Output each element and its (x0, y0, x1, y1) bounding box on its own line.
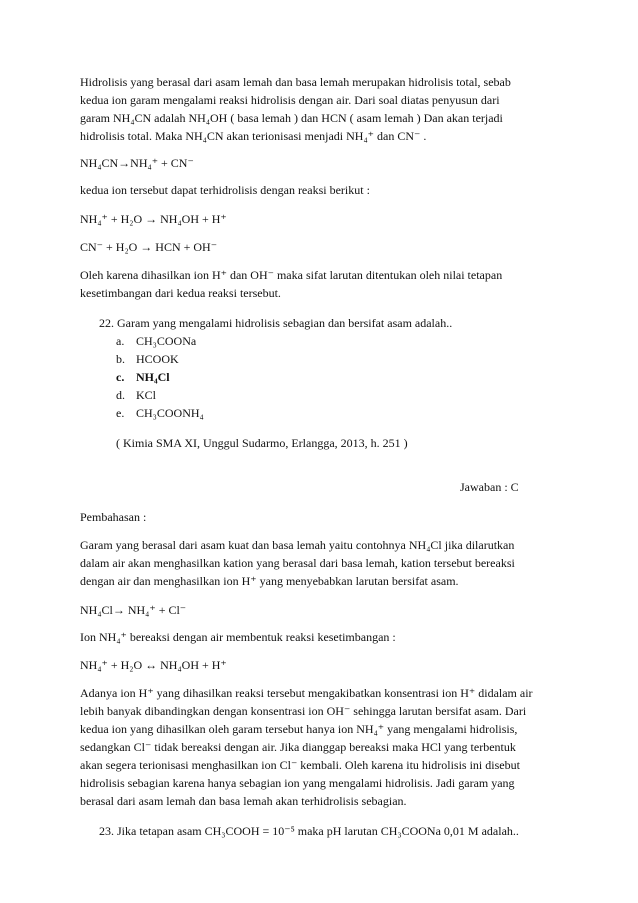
intro-line: hidrolisis total. Maka NH₄CN akan terionisasi menjadi NH₄⁺ dan CN⁻ . (80, 129, 427, 143)
intro-line: garam NH₄CN adalah NH₄OH ( basa lemah ) dan HCN ( asam lemah ) Dan akan terjadi (80, 111, 503, 125)
equation-dissociation: NH₄CN→NH₄⁺ + CN⁻ (80, 156, 194, 170)
pembahasan-line: dalam air akan menghasilkan kation yang berasal dari basa lemah, kation tersebut bereaksi (80, 556, 515, 570)
option-letter-correct: c. (116, 370, 125, 384)
ion-reaction-intro: Ion NH₄⁺ bereaksi dengan air membentuk reaksi kesetimbangan : (80, 630, 396, 644)
equation-equilibrium: NH₄⁺ + H₂O ↔ NH₄OH + H⁺ (80, 658, 227, 672)
option-letter: a. (116, 334, 125, 348)
hydrolysis-intro: kedua ion tersebut dapat terhidrolisis dengan reaksi berikut : (80, 183, 370, 197)
option-text-correct: NH₄Cl (136, 370, 170, 384)
intro-line: kedua ion garam mengalami reaksi hidrolisis dengan air. Dari soal diatas penyusun dari (80, 93, 500, 107)
explanation-line: akan segera terionisasi menghasilkan ion Cl⁻ kembali. Oleh karena itu hidrolisis ini disebut (80, 758, 520, 772)
conclusion-line: Oleh karena dihasilkan ion H⁺ dan OH⁻ maka sifat larutan ditentukan oleh nilai tetapan (80, 268, 503, 282)
equation-nh4cl-dissociation: NH₄Cl→ NH₄⁺ + Cl⁻ (80, 603, 187, 617)
explanation-line: sedangkan Cl⁻ tidak bereaksi dengan air. Jika dianggap bereaksi maka HCl yang terbentuk (80, 740, 516, 754)
pembahasan-line: dengan air dan menghasilkan ion H⁺ yang menyebabkan larutan bersifat asam. (80, 574, 459, 588)
pembahasan-label: Pembahasan : (80, 510, 147, 524)
option-text: CH₃COONH₄ (136, 406, 204, 420)
source-reference: ( Kimia SMA XI, Unggul Sudarmo, Erlangga, 2013, h. 251 ) (116, 436, 408, 450)
pembahasan-line: Garam yang berasal dari asam kuat dan basa lemah yaitu contohnya NH₄Cl jika dilarutkan (80, 538, 515, 552)
answer-key: Jawaban : C (460, 480, 519, 494)
explanation-line: hidrolisis sebagian karena hanya sebagian ion yang mengalami hidrolisis. Jadi garam yang (80, 776, 515, 790)
option-text: HCOOK (136, 352, 179, 366)
option-letter: e. (116, 406, 125, 420)
option-letter: d. (116, 388, 125, 402)
equation-cyanide-hydrolysis: CN⁻ + H₂O → HCN + OH⁻ (80, 240, 218, 254)
explanation-line: berasal dari asam lemah dan basa lemah akan terhidrolisis sebagian. (80, 794, 407, 808)
option-text: CH₃COONa (136, 334, 197, 348)
intro-line: Hidrolisis yang berasal dari asam lemah dan basa lemah merupakan hidrolisis total, sebab (80, 75, 511, 89)
explanation-line: lebih banyak dibandingkan dengan konsentrasi ion OH⁻ sehingga larutan bersifat asam. Dari (80, 704, 527, 718)
explanation-line: kedua ion yang dihasilkan oleh garam tersebut hanya ion NH₄⁺ yang mengalami hidrolisis, (80, 722, 518, 736)
question-22: 22. Garam yang mengalami hidrolisis sebagian dan bersifat asam adalah.. (99, 316, 453, 330)
explanation-line: Adanya ion H⁺ yang dihasilkan reaksi tersebut mengakibatkan konsentrasi ion H⁺ didalam air (80, 686, 533, 700)
option-text: KCl (136, 388, 157, 402)
equation-ammonium-hydrolysis: NH₄⁺ + H₂O → NH₄OH + H⁺ (80, 212, 227, 226)
option-letter: b. (116, 352, 125, 366)
question-23: 23. Jika tetapan asam CH₃COOH = 10⁻⁵ maka pH larutan CH₃COONa 0,01 M adalah.. (99, 824, 519, 838)
conclusion-line: kesetimbangan dari kedua reaksi tersebut. (80, 286, 281, 300)
